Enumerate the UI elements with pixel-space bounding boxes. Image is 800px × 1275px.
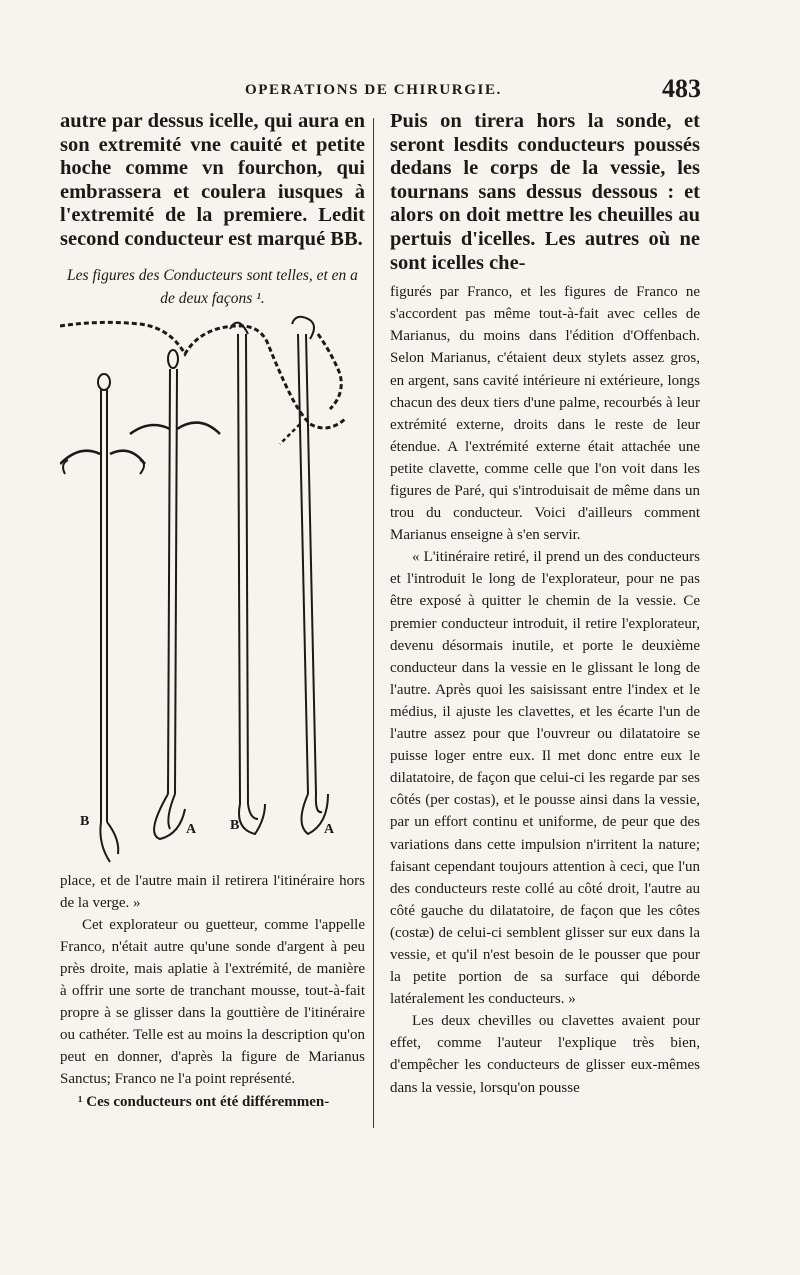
figure-label-b-right: B [230, 817, 240, 833]
left-para-2: Cet explorateur ou guetteur, comme l'appelle Franco, n'était autre qu'une sonde d'argent à peu près droite, mais aplatie à l'extrémité, de manière à offrir une sorte de tranchant mousse, tout-à-fait propre à se glisser dans la gouttière de l'itinéraire ou cathéter. Telle est au moins la description qu'on peut en donner, d'après la figure de Marianus Sanctus; Franco ne l'a point représenté. [60, 916, 365, 1088]
right-para-quote: « L'itinéraire retiré, il prend un des conducteurs et l'introduit le long de l'explorateur, pour ne pas être exposé à quitter le chemin de la vessie. Ce premier conducteur introduit, il retire l'explorateur, devenu désormais inutile, et porte le deuxième conducteur dans la vessie en le glissant le long de l'autre. Après quoi les saisissant entre l'index et le médius, il ajuste les clavettes, et les écarte l'un de l'autre assez pour que l'ouvreur ou dilatatoire se puisse loger entre eux. Il met donc entre eux le dilatatoire, de façon que celui-ci les regarde par ses côtés (per costas), et le pousse ainsi dans la vessie, par un effort continu et uniforme, de peur que des variations dans cette impulsion n'irritent la nature; faisant cependant toujours attention à ceci, que l'un des conducteurs reste collé au côté droit, l'autre au côté gauche du dilatatoire, de façon que les côtes (costæ) de celui-ci semblent glisser sur eux dans la vessie, et qu'il n'est besoin de le pousser que pour la petite portion de sa surface qui déborde latéralement les conducteurs. » [390, 549, 700, 1008]
figure-label-a-right: A [324, 821, 335, 837]
page-number: 483 [662, 74, 701, 103]
right-quote-paragraph: Puis on tirera hors la sonde, et seront lesdits conducteurs poussés dedans le corps de la vessie, les tournans sans dessus dessous : et alors on doit mettre les cheuilles au pertuis d'icelles. Les autres où ne sont icelles che- [390, 110, 700, 274]
figure-label-a-left: A [186, 821, 197, 837]
conductors-engraving [60, 314, 365, 874]
conductors-figure [60, 314, 365, 874]
page-header [60, 74, 705, 104]
left-quote-paragraph: autre par dessus icelle, qui aura en son extremité vne cauité et petite hoche comme vn fourchon, qui embrassera et coulera iusques à l'extremité de la premiere. Ledit second conducteur est marqué BB. [60, 110, 365, 250]
footnote: ¹ Ces conducteurs ont été différemmen- [78, 1093, 330, 1110]
footnote-continuation: figurés par Franco, et les figures de Franco ne s'accordent pas même tout-à-fait avec celles de Marianus, du moins dans l'édition d'Offenbach. Selon Marianus, c'étaient deux stylets assez gros, en argent, sans cavité intérieure ni extérieure, longs chacun des deux tiers d'une palme, recourbés à leur extrémité externe, droits dans le reste de leur étendue. A l'extrémité externe était attachée une petite clavette, comme celle que l'on voit dans les figures de Paré, qui s'introduisait de même dans un trou du conducteur. Voici d'ailleurs comment Marianus enseigne à s'en servir. [390, 284, 700, 544]
figure-label-b-left: B [80, 813, 90, 829]
right-column [390, 110, 700, 1099]
left-column [60, 110, 365, 1113]
running-title: OPERATIONS DE CHIRURGIE. [245, 82, 502, 98]
figure-caption: Les figures des Conducteurs sont telles, et en a de deux façons ¹. [67, 266, 358, 307]
left-para-1: place, et de l'autre main il retirera l'itinéraire hors de la verge. » [60, 872, 365, 911]
column-divider [373, 118, 374, 1128]
right-para-last: Les deux chevilles ou clavettes avaient pour effet, comme l'auteur l'explique très bien, d'empêcher les conducteurs de glisser eux-mêmes dans la vessie, lorsqu'on pousse [390, 1013, 700, 1096]
